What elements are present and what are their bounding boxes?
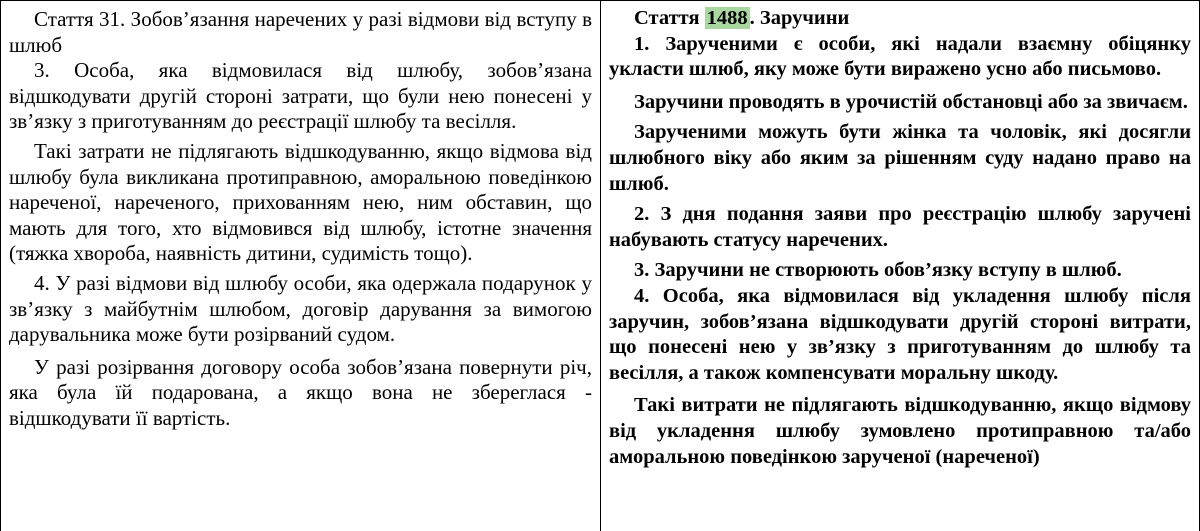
right-paragraph: 2. З дня подання заяви про реєстрацію шлюбу заручені набувають статусу наречених. <box>609 203 1191 251</box>
left-paragraph: Такі затрати не підлягають відшкодуванню, якщо відмова від шлюбу була викликана протиправною, аморальною поведінкою нареченої, нареченого, прихованням нею, ним обставин, що мають для того, хто відмовився від шлюбу, істотне значення (тяжка хвороба, наявність дитини, судимість тощо). <box>9 138 592 266</box>
heading-prefix: Стаття <box>634 7 700 29</box>
highlighted-article-number: 1488 <box>706 7 748 29</box>
left-article-heading: Стаття 31. Зобов’язання наречених у разі відмови від вступу в шлюб <box>9 7 592 57</box>
left-paragraph: 4. У разі відмови від шлюбу особи, яка одержала подарунок у зв’язку з майбутнім шлюбом, договір дарування за вимогою дарувальника може бути розірваний судом. <box>9 270 592 347</box>
left-paragraph: У разі розірвання договору особа зобов’язана повернути річ, яка була їй подарована, а якщо вона не збереглася - відшкодувати її вартість. <box>9 354 592 430</box>
right-article-heading <box>609 6 1191 32</box>
right-paragraph: Заручини проводять в урочистій обстановці або за звичаєм. <box>634 90 1188 113</box>
right-column <box>601 1 1199 531</box>
right-paragraph: 3. Заручини не створюють обов’язку вступу в шлюб. <box>634 259 1122 282</box>
right-paragraph: 4. Особа, яка відмовилася від укладення шлюбу після заручин, зобов’язана відшкодувати другій стороні витрати, що понесені нею у зв’язку з приготуванням до шлюбу та весілля, а також компенсувати моральну шкоду. <box>609 284 1191 384</box>
right-paragraph: Зарученими можуть бути жінка та чоловік, які досягли шлюбного віку або яким за рішенням суду надано право на шлюб. <box>609 121 1191 195</box>
right-paragraph: 1. Зарученими є особи, які надали взаємну обіцянку укласти шлюб, яку може бути виражено усно або письмово. <box>609 32 1191 81</box>
heading-suffix: . Заручини <box>749 7 850 29</box>
left-paragraph: 3. Особа, яка відмовилася від шлюбу, зобов’язана відшкодувати другій стороні затрати, що були нею понесені у зв’язку з приготуванням до реєстрації шлюбу та весілля. <box>9 58 592 134</box>
right-paragraph: Такі витрати не підлягають відшкодуванню, якщо відмову від укладення шлюбу зумовлено протиправною та/або аморальною поведінкою зарученої (нареченої) <box>609 394 1191 468</box>
left-column <box>1 1 601 531</box>
